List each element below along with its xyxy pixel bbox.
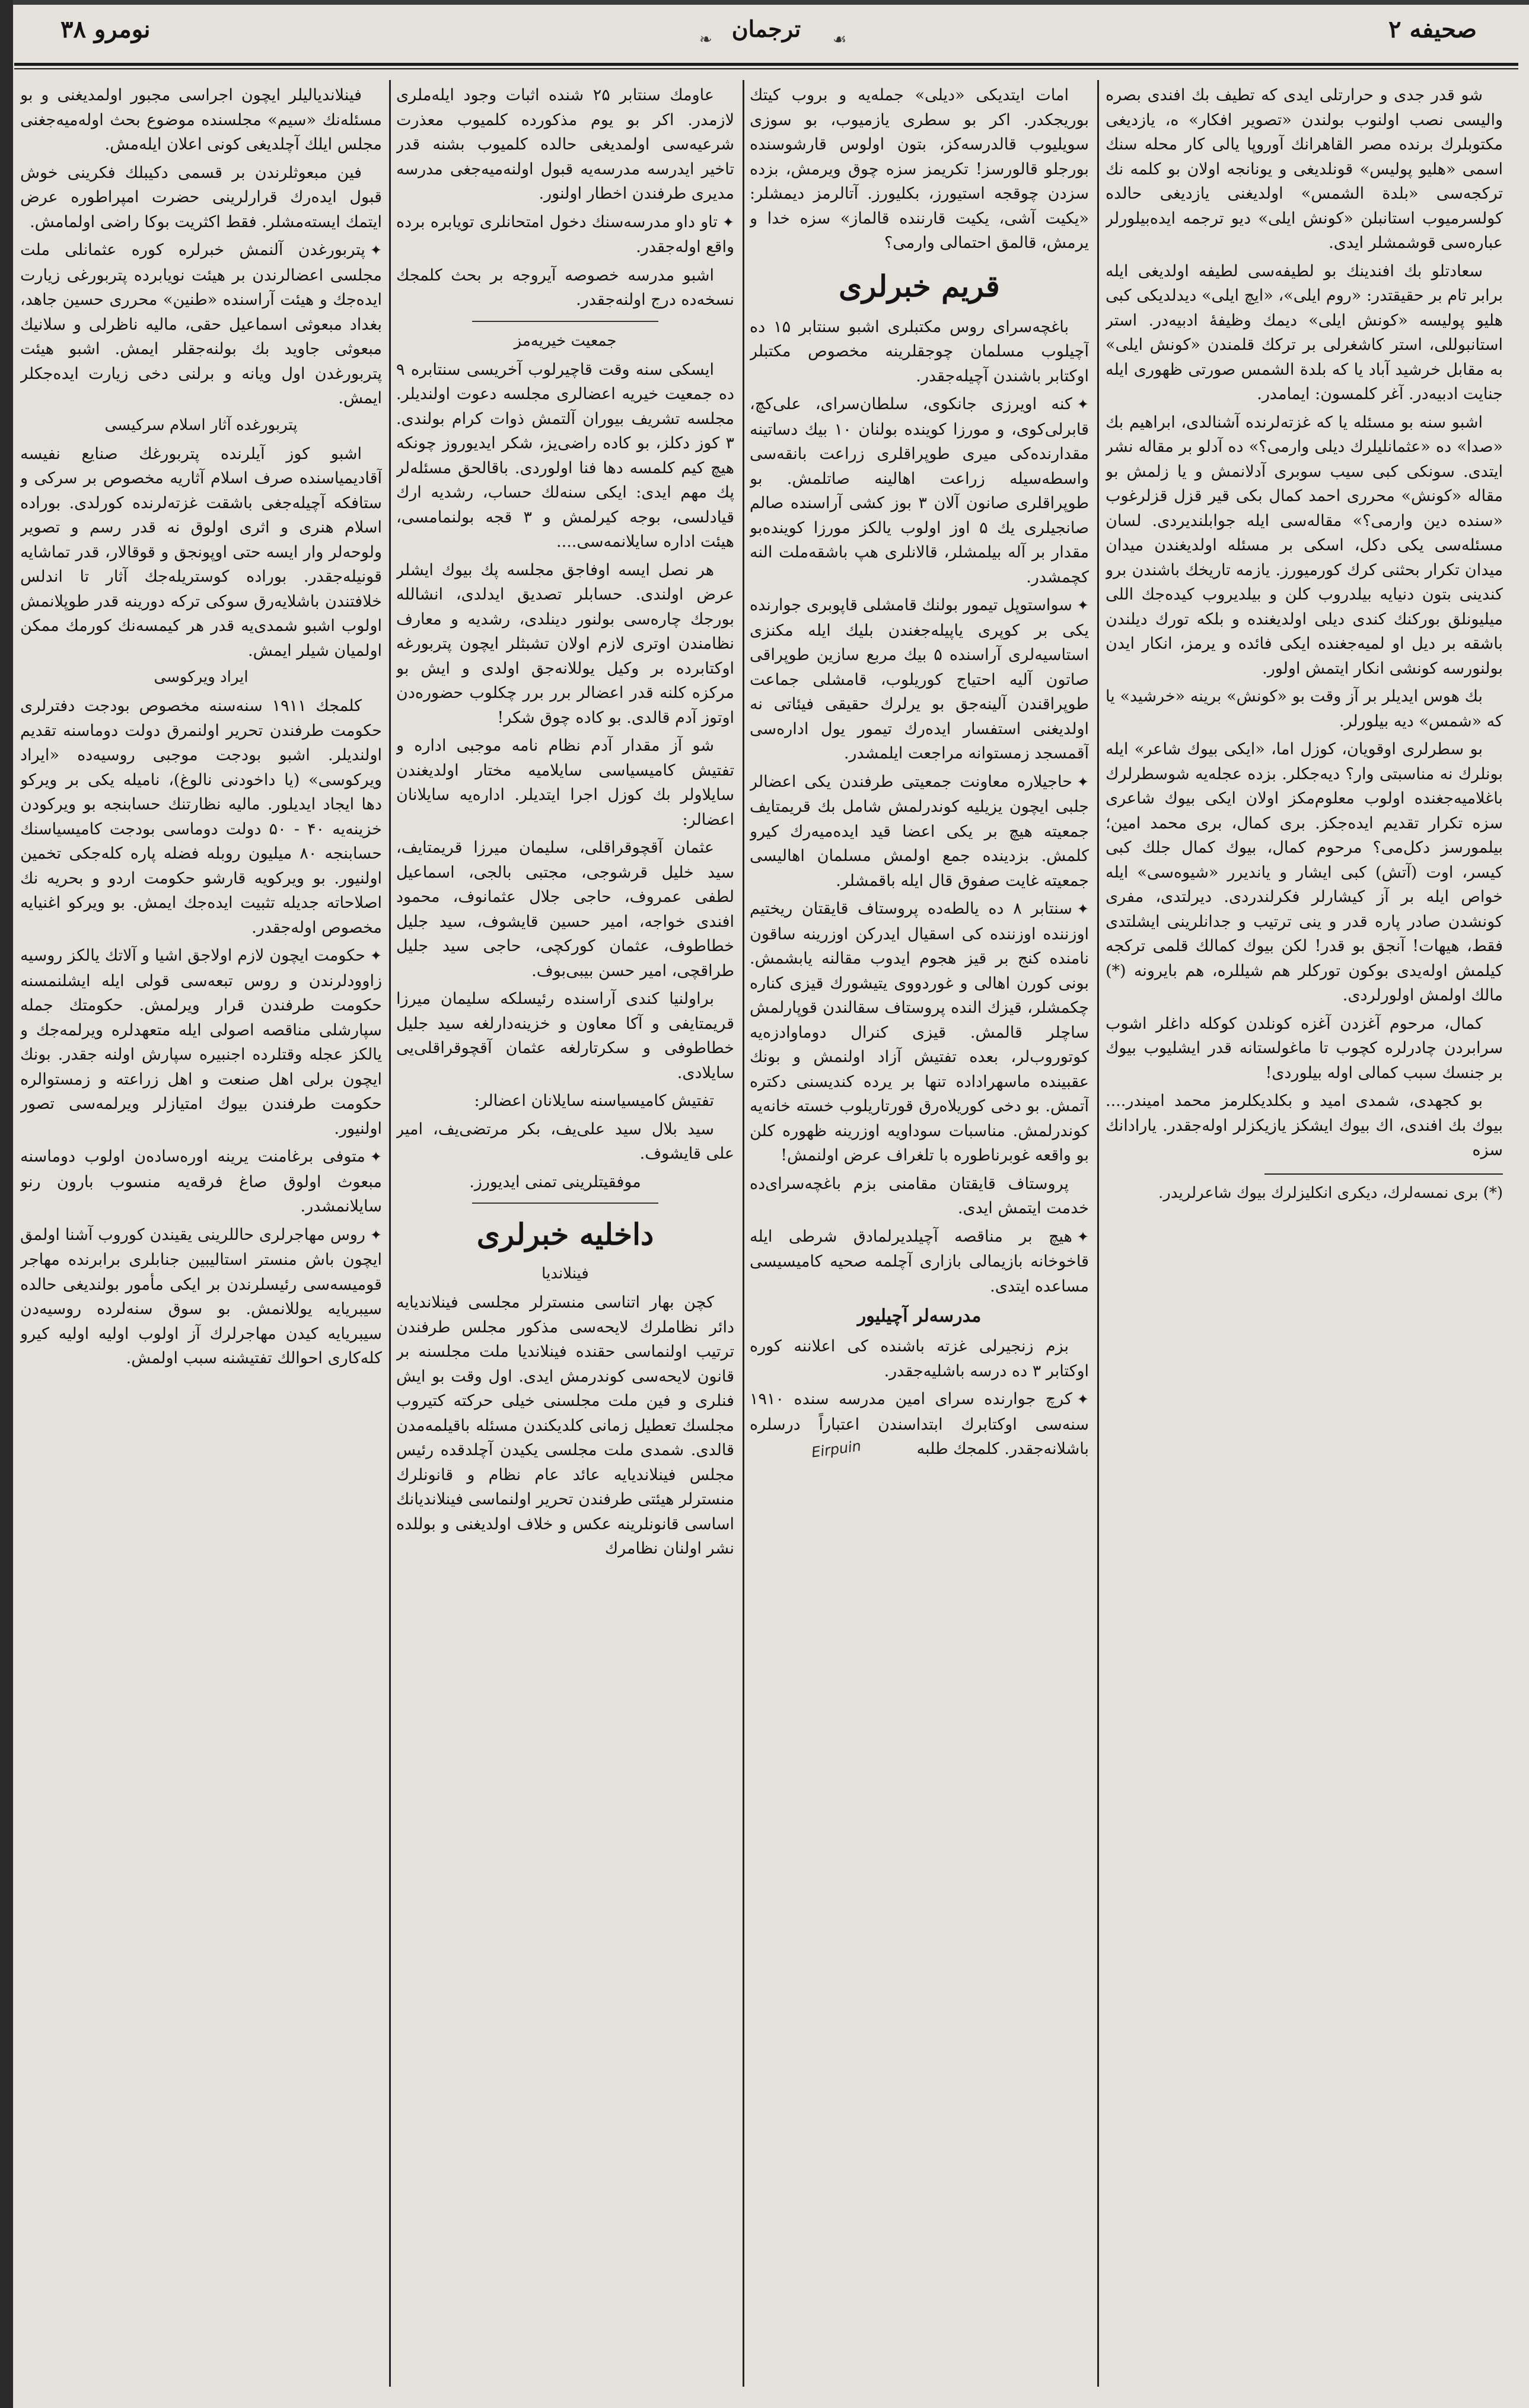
news-item [750, 897, 1089, 1168]
news-item [750, 392, 1089, 589]
news-item-text: حکومت ایچون لازم اولاجق اشیا و آلاتك یالکز روسیه زاوودلرندن و روس تبعه‌سی قولی ایله ایشلنمسنه حکومت طرفندن قرار ویرلمش. حکومتك جمله سپارشلی مناقصه اصولی ایله متعهدلره ویرلمه‌جك و یالکز عجله وقتلرده اجنبیره سپارش اولنه جقدر. بونك ایچون برلی اهل صنعت و اهل زراعته و زمستوالره حکومت طرفندن بیوك امتیازلر ویرلمه‌سی تصور اولنیور. [20, 946, 382, 1138]
article-paragraph: سعادتلو بك افندینك بو لطیفه‌سی لطیفه اولدیغی ایله برابر تام بر حقیقتدر: «روم ایلی»، «ایچ ایلی» دیدلدیکی کبی هلیو پولیسه «کونش ایلی» دیمك وظیفهٔ ادبیه‌در. استر استانبوللی، استر کاشغرلی بر ترکك قلمندن «کونش ایلی» به مقابل خرشید آباد یا که بلدة الشمس صورتی ظهوری ایله جنایت ادبیه‌در. آغر کلمسون: ایمامدر. [1106, 261, 1503, 403]
footnote-rule [1264, 1173, 1503, 1175]
column-divider [389, 80, 391, 2387]
bullet-ornament-icon: ✦ [369, 1226, 382, 1243]
bullet-ornament-icon: ✦ [369, 1149, 382, 1165]
page-top-edge [0, 0, 1529, 5]
news-item [20, 1144, 382, 1219]
member-list: عثمان آقچوقراقلی، سلیمان میرزا قریمتایف، سید خلیل قرشوجی، مجتبی بالجی، اسماعیل لطفی عمروف، حاجی جلال عثمانوف، محمود افندی خواجه، امیر حسین قایشوف، سید جلیل خطاطوف، عثمان کورکچی، حاجی سید جلیل طراقچی، امیر حسن بیبی‌بوف. [396, 838, 734, 980]
article-paragraph: کچن بهار اتناسی منسترلر مجلسی فینلاندیایه دائر نظاملرك لایحه‌سی مذکور مجلس طرفندن ترتیب اولنماسی حقنده فینلاندیا ملت مجلسنه بر قانون لایحه‌سی کوندرمش ایدی. اول وقت بو ایش فنلری و فین ملت مجلسنی خیلی حرکته کتیروب مجلسك تعطیل زمانی کلدیکندن مسئله باقیلمه‌مدن قالدی. شمدی ملت مجلسی یکیدن آچلدقده رئیس مجلس فینلاندیایه عائد عام نظام و قانونلرك منسترلر هیئتی طرفندن تحریر اولنماسی فینلاندیانك اساسی قانونلرینه عکس و خلاف اولدیغنی و بوللده نشر اولنان نظامرك [396, 1293, 734, 1558]
section-separator [472, 1203, 658, 1204]
news-item-text: سواستوپل تیمور بولنك قامشلی قاپو‌بری جوارنده یکی بر کوپری یاپیله‌جغندن بلیك ایله مکنزی استاسیه‌لری آراسنده ۵ بیك مربع سازین طوپراقی صاتون آلیه احتیاج کوریلوب، قامشلی جماعت طوپراقندن آلینه‌جق بو یرلرك حقیقی فیئاتی نه اولدیغنی استفسار ایده‌رك تیمور یول اداره‌سی آقمسجد زمستوانه مراجعت ایلمشدر. [750, 596, 1089, 763]
section-heading-crimea: قریم خبرلری [839, 268, 1000, 304]
member-list: سید بلال سید علی‌یف، بکر مرتضی‌یف، امیر علی قایشوف. [396, 1120, 734, 1163]
bullet-ornament-icon: ✦ [1076, 901, 1089, 917]
bullet-ornament-icon: ✦ [1076, 773, 1089, 790]
article-paragraph: اشبو کوز آیلرنده پتربورغك صنایع نفیسه آقادیمیاسنده صرف اسلام آثاریه مخصوص بر سرکی و ستافکه آچیله‌جغی باشقت غزته‌لرنده کورلدی. بوراده اسلام هنری و اثری اولوق نه قدر رسم و تصویر ولوحه‌لر وار ایسه حتی اوپونجق و قوقالار، قدر تماشایه قونیله‌جقدر. بوراده کوستریله‌جك آثار تا اندلس خلافتندن باشلایه‌رق سوکی ترکه دورینه قدر طوپلانمش اولوب اشبو شمدی‌یه قدر هر کیمسه‌نك کورمك ممکن اولمیان شیلر ایمش. [20, 444, 382, 660]
article-paragraph: بك هوس ایدیلر بر آز وقت بو «کونش» برینه «خرشید» یا که «شمس» دیه بیلورلر. [1106, 687, 1503, 731]
news-item-text: تاو داو مدرسه‌سنك دخول امتحانلری تویابره برده واقع اوله‌جقدر. [396, 212, 734, 256]
handwritten-margin-note: Eirpuin [810, 1437, 862, 1461]
news-item [750, 1387, 1089, 1462]
news-item [20, 1223, 382, 1371]
article-paragraph: فین مبعوثلرندن بر قسمی دکیبلك فکرینی خوش قبول ایده‌رك قرارلرینی حضرت امپراطوره عرض ایتمك ایسته‌مشلر. فقط اکثریت بوکا راضی اولمامش. [20, 163, 382, 231]
issue-number: نومرو ۳۸ [60, 15, 151, 43]
article-paragraph: بو کجهدی، شمدی امید و بکلدیکلرمز محمد امیندر.... بیوك بك افندی، اك بیوك ایشکز یازیکزلر اوله‌جقدر. یارادانك سزه [1106, 1092, 1503, 1159]
column-divider [743, 80, 744, 2387]
column-4 [20, 83, 382, 2384]
news-item: بزم زنجیرلی غزته باشنده کی اعلاننه کوره اوکتابر ۳ ده درسه باشلیه‌جقدر. [750, 1337, 1089, 1380]
ornament-right-icon: ☙ [833, 31, 847, 49]
paper-name: ترجمان [731, 15, 801, 42]
column-2 [750, 83, 1089, 2384]
article-paragraph: کمال، مرحوم آغزدن آغزه کونلدن کوکله داغلر اشوب سرابردن چادرلره کچوب تا ماغولستانه قدر ایشلیوب بیوك بر جنسك سبب کمالی اوله بیلوردی! [1106, 1014, 1503, 1082]
bullet-ornament-icon: ✦ [722, 213, 734, 231]
news-item [20, 238, 382, 411]
article-paragraph: تفتیش کامیسیاسنه سایلانان اعضالر: [474, 1092, 714, 1110]
article-paragraph: امات ایتدیکی «دیلی» جمله‌یه و بروب کیتك بوریجکدر. اکر بو سطری یازمیوب، بو سوزی سویلیوب قالدرسه‌کز، بتون اولوس قارشوسنده بورجلو قالورسز! تکریمز سزه چوق ویرمش، بزده سزدن چوقجه استیورز، بکلیورز. آتالرمز دیمشلر: «یکیت آشی، یکیت قارننده قالماز» سزه خدا و یرمش، قالمق احتمالی وارمی؟ [750, 86, 1089, 252]
masthead-rule [14, 63, 1518, 66]
news-item [750, 770, 1089, 894]
article-paragraph: ایسکی سنه وقت قاچیرلوب آخریسی سنتابره ۹ ده جمعیت خیریه اعضالری مجلسه دعوت اولندیلر. مجلسه تشریف بیوران آلتمش ذوات کرام بولندی. ۳ کوز دکلز، بو کاده راضی‌یز، شکر ایدیوروز چونکه هیچ کیم کلمسه دها فنا اولوردی. باقالحق مسئله‌لر پك مهم ایدی: ایکی سنه‌لك حساب، رشدیه ارك قیادلسی، بوجه کیرلمش و ۳ قجه بولنمامسی، هیئت اداره سایلانمه‌سی.... [396, 360, 734, 551]
article-paragraph: عاومك سنتابر ۲۵ شنده اثبات وجود ایله‌ملری لازمدر. اکر بو یوم مذکورده کلمیوب معذرت شرعیه‌سی اولمدیغی حالده کلمیوب بشنه قدر تاخیر ایدرسه مدرسه‌یه قبول اولنه‌میه‌جغی مدرسه مدیری طرفندن اخطار اولنور. [396, 86, 734, 203]
subheading-islamic-exhibition: پتربورغده آثار اسلام سرکیسی [104, 416, 298, 434]
page-label: صحیفه ۲ [1388, 15, 1477, 43]
bullet-ornament-icon: ✦ [369, 948, 382, 964]
bullet-ornament-icon: ✦ [1076, 396, 1089, 413]
article-paragraph: اشبو سنه بو مسئله یا که غزته‌لرنده آشنالدی، ابراهیم بك «صدا» ده «عثمانلیلرك دیلی وارمی؟» ده آدلو بر مقاله نشر ایتدی. سونکی کبی سیب سوبری آدلانمش و یا زلمش بو مقاله «کونش» محرری احمد کمال بکی قیر قزل قزلرغوب «سنده دین وارمی؟» مقاله‌سی ایله جوابلندیردی. لسان مسئله‌سی یکی دکل، اسکی بر مسئله اولدیغندن میدان میدان تکرار بحثنی کرك کورمیورز. یازمه تاریخك باشندن برو کندینی بتون دنیایه بیلدروب کلن و بیلدیروب کیده‌جك اللی میلیونلق بورکنك کندی دیلی اولدیغنده و بلکه تورك دیلندن باشقه بر دیل او لمیه‌جغنده ایکی فائده و یرمز، انکار ایدن بولنورسه کونشی انکار ایتمش اولور. [1106, 413, 1503, 678]
article-paragraph: شو آز مقدار آدم نظام نامه موجبی اداره و تفتیش کامیسیاسی سایلامیه مختار اولدیغندن سایلاولر بك کوزل اجرا ایتدیلر. اداره‌یه سایلانان اعضالر: [396, 736, 734, 829]
article-paragraph: فینلاندیالیلر ایچون اجراسی مجبور اولمدیغنی و بو مسئله‌نك «سیم» مجلسنده موضوع بحث اوله‌میه‌جغنی مجلس ایلك آچلدیغی کونی اعلان ایله‌مش. [20, 86, 382, 154]
news-item [750, 1224, 1089, 1299]
section-separator [472, 321, 658, 322]
column-divider [1097, 80, 1099, 2387]
page-left-edge [0, 0, 13, 2408]
news-item-text: کرچ جوارنده سرای امین مدرسه سنده ۱۹۱۰ سنه‌سی اوکتابرك ابتداسندن اعتباراً درسلره باشلانه‌جقدر. کلمجك طلبه [750, 1390, 1089, 1458]
news-item-text: سنتابر ۸ ده یالطه‌ده پروستاف قایقتان ریختیم اوزننده اوزننده کی اسقیال ایدرکن اوزرینه ساقون نامنده کنج بر قیز هجوم ایدوب مقالنه یابشمش. بونی کورن اهالی و غوردووی یتیشورك قیزی کناره چکمشلر، قیزك النده پروستاف سقالندن قوپارلمش ساچلر قالمش. قیزی کنرال دوماوادزه‌یه کوتوروب‌لر، بعده تفتیش آزاد اولنمش و بونك عقبینده ماسهراداده تنها بر یرده کندیسنی دکتره آتمش. بو دخی کوریلاه‌رق قورتاریلوب خسته خانه‌یه کوندرلمش. مناسبات سوداویه اوزرینه ظهوره کلن بو واقعه غوبرناطوره با تلغراف عرض اولنمش! [750, 900, 1089, 1165]
news-item [396, 210, 734, 260]
news-item-text: هیچ بر مناقصه آچیلدیرلمادق شرطی ایله قاخوخانه بازیمالی بازاری آچلمه صحیه کامیسیسی مساعده ایتدی. [750, 1227, 1089, 1296]
ornament-left-icon: ❧ [699, 31, 712, 49]
subheading-finland: فینلاندیا [541, 1265, 589, 1283]
article-paragraph: هر نصل ایسه اوفاجق مجلسه پك بیوك ایشلر عرض اولندی. حسابلر تصدیق ایدلدی، انشالله بورجك چاره‌سی بولنور دینلدی، رشدیه و معارف نظامندن اوتری لازم اولان تشبثلر ایچون پتربورغه اوکتابرده بر وکیل یوللانه‌جق اولدی و ایش بو مرکزه کلنه قدر اعضالر برر برر چکلوب حضوره‌دن اوتوز آدم قالدی. بو کاده چوق شکر! [396, 560, 734, 727]
news-item-text: پتربورغدن آلنمش خبرلره کوره عثمانلی ملت مجلسی اعضالرندن بر هیئت نویابرده پتربورغی زیارت ایده‌جك و هیئت آراسنده «طنین» محرری حسین جاهد، بغداد مبعوثی اسماعیل حقی، مالیه ناظرلی و سلانیك مبعوثی جاوید بك بولنه‌جقلر ایمش. اشبو هیئت پتربورغدن اول ویانه و برلنی دخی زیارت ایده‌جکلر ایمش. [20, 241, 382, 407]
footnote: (*) بری نمسه‌لرك، دیکری انکلیزلرك بیوك شاعرلریدر. [1158, 1184, 1503, 1202]
article-paragraph: اشبو مدرسه خصوصه آیروجه بر بحث کلمجك نسخه‌ده درج اولنه‌جقدر. [396, 266, 734, 309]
subheading-charity-society: جمعیت خیریه‌مز [514, 331, 617, 350]
bullet-ornament-icon: ✦ [369, 242, 382, 259]
news-item-text: روس مهاجرلری حاللرینی یقیندن کوروب آشنا اولمق ایچون باش منستر استالیبین جنابلری برابرنده مهاجر قومیسه‌سی رئیسلرندن بر ایکی مأمور بولندیغی حالده سیبریایه یوللانمش. بو سوق سنه‌لرده روسیه‌دن سیبریایه کیدن مهاجرلرك آز اولوب اولیه اولیه کیرو کله‌کاری احوالك تفتیشنه سبب اولمش. [20, 1225, 382, 1367]
column-3 [396, 83, 734, 2384]
section-heading-domestic: داخلیه خبرلری [476, 1217, 654, 1252]
article-paragraph: شو قدر جدی و حرارتلی ایدی که تطیف بك افندی بصره والیسی نصب اولنوب بولندن «تصویر افکار» ه، یازدیغی مکتوبلرك برنده مصر القاهرانك آوروپا یالی کار محله سنك اسمی «هلیو پولیس» قونلدیغی و یونانجه اولان بو کلمه نك ترکجه‌سی «بلدة الشمس» اولدیغنی یازدیغی حالده کولسرمیوب استانبلن «کونش ایلی» دیو ترجمه ایده‌بیلورلر عباره‌سی قوشمشلر ایدی. [1106, 86, 1503, 252]
closing-line: موفقیتلرینی تمنی ایدیورز. [469, 1172, 641, 1191]
subheading-schools: مدرسه‌لر آچیلیور [857, 1306, 982, 1326]
news-item: پروستاف قایقتان مقامنی بزم باغچه‌سرای‌ده خدمت ایتمش ایدی. [750, 1174, 1089, 1217]
article-paragraph: براولنیا کندی آراسنده رئیسلکه سلیمان میرزا قریمتایفی و آکا معاون و خزینه‌دارلغه سید جلیل خطاطوفی و سکرتارلغه عثمان آقچوقراقلی‌یی سایلادی. [396, 990, 734, 1082]
news-item-text: حاجیلاره معاونت جمعیتی طرفندن یکی اعضالر جلبی ایچون یزیلیه کوندرلمش شامل بك قریمتایف جمعیته هیچ بر یکی اعضا قید ایده‌میه‌رك کیرو کلمش. بزدینده جمع اولمش مسلمان اهالیسی جمعیته غایت صفوق قال ایله باقمشلر. [750, 772, 1089, 890]
news-item [20, 943, 382, 1141]
news-item-text: کنه اویرزی جانکوی، سلطان‌سرای، علی‌کچ، قابرلی‌کوی، و مورزا کوینده بولنان ۱۰ بیك دساتینه مقدارنده‌کی میری طوپراقلری زراعت بانقه‌سی واسطه‌سیله زراعت اهالینه صاتلمش. بو طوپراقلری صانون آلان ۳ بوز کشی آراسنده صالم صانجیلری یك ۵ اوز اولوب یالکز مورزا کوینده‌بو مقدار بر آله بیلمشلر، قالانلری هپ باشقه‌ملت النه کچمشدر. [750, 395, 1089, 586]
news-item [750, 593, 1089, 766]
masthead-rule-thin [14, 68, 1518, 69]
subheading-income-tax: ایراد ویرکوسی [154, 668, 249, 686]
bullet-ornament-icon: ✦ [1076, 1228, 1089, 1245]
news-item: باغچه‌سرای روس مکتبلری اشبو سنتابر ۱۵ ده آچیلوب مسلمان چوجقلرینه مخصوص مکتبلر اوکتابر باشندن آچیله‌جقدر. [750, 317, 1089, 385]
article-paragraph: بو سطرلری اوقویان، کوزل اما، «ایکی بیوك شاعر» ایله بونلرك نه مناسبتی وار؟ دیه‌جکلر. بزده عجله‌یه شوسطرلرك باغلامیه‌جغنده اولوب معلوم‌مکز اولان ایکی بیوك شاعری سزه تکرار تقدیم ایده‌جکز. بری کمال، بری محمد امین؛ بیلمورسز دکل‌می؟ مرحوم کمال، بیوك کمال جلك کبی کیسر، اوت (آتش) کبی ایشار و یاندیرر «شیوه‌سی» ایله خواص ایله بر آز کیشارلر فکرلندردی. دیرلتدی، مفری کونشدن صادر پاره قدر و ینی ترتیب و جدانلرینی ایشلتدی فقط، هیهات! آنجق بو قدر! لکن بیوك کمالك قلمی ترکجه کیلمش اوله‌یدی بوکون تورکلر هم شیللره، هم بایرونه (*) مالك اولمش اولورلردی. [1106, 740, 1503, 1004]
masthead [14, 8, 1518, 74]
column-1 [1106, 83, 1503, 2384]
bullet-ornament-icon: ✦ [1076, 1391, 1089, 1408]
news-item-text: متوفی برغامنت یرینه اوره‌ساده‌ن اولوب دوماسنه مبعوث اولوق صاغ فرقه‌یه منسوب بارون رنو سایلانمشدر. [20, 1147, 382, 1216]
article-paragraph: کلمجك ۱۹۱۱ سنه‌سنه مخصوص بودجت دفترلری حکومت طرفندن تحریر اولنمرق دولت دوماسنه تقدیم اولندیلر. اشبو بودجت موجبی روسیه‌ده «ایراد ویرکوسی» (یا داخودنی نالوغ)، نامیله یکی بر ویرکو دها ایجاد ایدیلور. مالیه نظارتنك حسابنجه بو ویرکودن خزینه‌یه ۴۰ - ۵۰ دولت دوماسی بودجت کامیسیاسنك حسابنجه ۸۰ میلیون روبله فضله پاره کله‌جکی تخمین اولنیور. بو ویرکویه قارشو حکومت اردو و بحریه نك اصلاحاته جدیله تثبیت ایده‌جك ایمش. بو ویرکو اغنیایه مخصوص اوله‌جقدر. [20, 697, 382, 937]
bullet-ornament-icon: ✦ [1076, 597, 1089, 614]
